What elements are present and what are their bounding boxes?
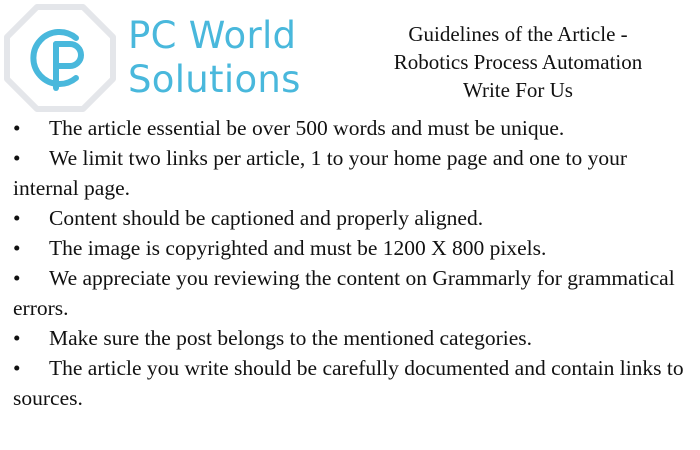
guideline-text: Make sure the post belongs to the mentioned categories. xyxy=(49,326,533,350)
bullet-icon: • xyxy=(13,266,21,290)
guidelines-list xyxy=(13,113,693,413)
heading-line3: Write For Us xyxy=(463,78,573,102)
brand-name-line2: Solutions xyxy=(128,58,301,101)
guideline-text: The image is copyrighted and must be 1200 X 800 pixels. xyxy=(49,236,547,260)
guideline-text: We appreciate you reviewing the content on Grammarly for grammatical errors. xyxy=(13,266,675,320)
guideline-item xyxy=(13,203,693,233)
heading-line2: Robotics Process Automation xyxy=(393,50,643,74)
bullet-icon: • xyxy=(13,206,21,230)
guideline-item xyxy=(13,263,693,323)
brand-name-line1: PC World xyxy=(128,14,297,57)
guideline-item xyxy=(13,323,693,353)
brand-name xyxy=(128,14,301,102)
heading-line1: Guidelines of the Article - xyxy=(408,22,628,46)
bullet-icon: • xyxy=(13,236,21,260)
article-heading xyxy=(362,20,674,104)
bullet-icon: • xyxy=(13,116,21,140)
guideline-item xyxy=(13,113,693,143)
guideline-item xyxy=(13,143,693,203)
bullet-icon: • xyxy=(13,326,21,350)
brand-logo xyxy=(4,4,334,112)
guideline-text: The article essential be over 500 words and must be unique. xyxy=(49,116,565,140)
guideline-item xyxy=(13,233,693,263)
guideline-text: Content should be captioned and properly aligned. xyxy=(49,206,484,230)
bullet-icon: • xyxy=(13,356,21,380)
guideline-text: We limit two links per article, 1 to your home page and one to your internal page. xyxy=(13,146,628,200)
guideline-text: The article you write should be carefully documented and contain links to sources. xyxy=(13,356,684,410)
pc-logo-icon xyxy=(4,4,116,112)
guideline-item xyxy=(13,353,693,413)
bullet-icon: • xyxy=(13,146,21,170)
